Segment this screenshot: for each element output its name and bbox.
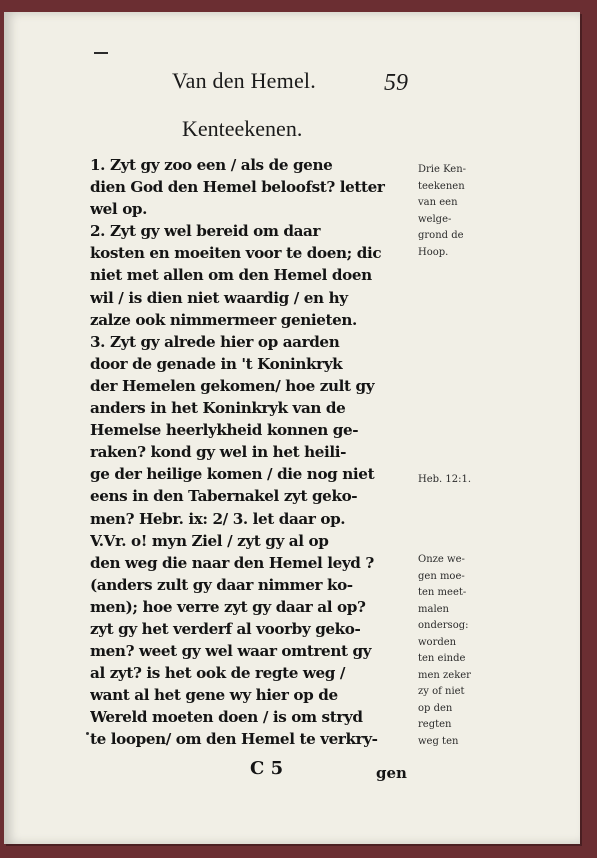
text-line: men? weet gy wel waar omtrent gy [90, 642, 372, 661]
text-line: dien God den Hemel beloofst? letter [90, 178, 385, 197]
text-line: ge der heilige komen / die nog niet [90, 465, 375, 484]
margin-note-line: teekenen [418, 180, 465, 192]
text-line: wil / is dien niet waardig / en hy [90, 288, 348, 307]
catchword: gen [376, 764, 407, 782]
running-head: Van den Hemel. [172, 68, 316, 93]
text-line: door de genade in 't Koninkryk [90, 354, 343, 373]
text-line: raken? kond gy wel in het heili- [90, 443, 347, 462]
margin-note-line: grond de [418, 230, 464, 241]
page-mark [94, 52, 108, 54]
text-line: anders in het Koninkryk van de [90, 399, 346, 418]
text-line: der Hemelen gekomen/ hoe zult gy [90, 376, 375, 395]
text-line: V.Vr. o! myn Ziel / zyt gy al op [90, 531, 329, 550]
text-line: (anders zult gy daar nimmer ko- [90, 575, 353, 594]
margin-note-line: van een [418, 197, 458, 208]
text-line: kosten en moeiten voor te doen; dic [90, 244, 382, 263]
margin-note-hebrews [418, 472, 500, 489]
text-line: eens in den Tabernakel zyt geko- [90, 487, 358, 506]
text-line: men); hoe verre zyt gy daar al op? [90, 597, 366, 616]
margin-note-line: Onze we- [418, 554, 465, 565]
margin-note-hope [418, 162, 500, 261]
margin-note-ways [418, 552, 500, 750]
text-line: den weg die naar den Hemel leyd ? [90, 553, 374, 572]
text-line: te loopen/ om den Hemel te verkry- [90, 730, 378, 749]
text-line: niet met allen om den Hemel doen [90, 266, 372, 285]
margin-note-line: welge- [418, 213, 452, 225]
margin-note-line: ten einde [418, 653, 466, 664]
text-line: Wereld moeten doen / is om stryd [90, 708, 363, 727]
text-line: zyt gy het verderf al voorby geko- [90, 619, 361, 638]
page-number: 59 [384, 70, 408, 96]
margin-note-line: Hoop. [418, 246, 449, 258]
text-line: al zyt? is het ook de regte weg / [90, 664, 346, 683]
margin-note-line: weg ten [418, 735, 459, 747]
text-line: want al het gene wy hier op de [90, 686, 338, 705]
section-title: Kenteekenen. [182, 116, 303, 141]
text-line: 1. Zyt gy zoo een / als de gene [90, 156, 333, 174]
margin-note-line: men zeker [418, 669, 471, 681]
margin-note-line: op den [418, 702, 453, 714]
ink-dot [86, 732, 89, 735]
margin-note-line: gen moe- [418, 570, 465, 582]
margin-note-line: malen [418, 603, 450, 615]
text-line: 2. Zyt gy wel bereid om daar [90, 222, 321, 241]
signature-mark: C 5 [250, 758, 284, 779]
margin-note-line: ondersog: [418, 620, 469, 631]
book-page [4, 12, 580, 844]
text-line: Hemelse heerlykheid konnen ge- [90, 421, 359, 440]
margin-note-line: ten meet- [418, 587, 467, 598]
body-text [90, 154, 416, 751]
margin-note-line: Heb. 12:1. [418, 474, 472, 485]
margin-note-line: zy of niet [418, 686, 465, 697]
text-line: zalze ook nimmermeer genieten. [90, 310, 357, 329]
text-line: 3. Zyt gy alrede hier op aarden [90, 332, 340, 351]
margin-note-line: worden [418, 636, 457, 648]
margin-note-line: Drie Ken- [418, 164, 467, 175]
margin-note-line: regten [418, 719, 452, 730]
text-line: wel op. [90, 200, 148, 219]
text-line: men? Hebr. ix: 2/ 3. let daar op. [90, 509, 346, 528]
